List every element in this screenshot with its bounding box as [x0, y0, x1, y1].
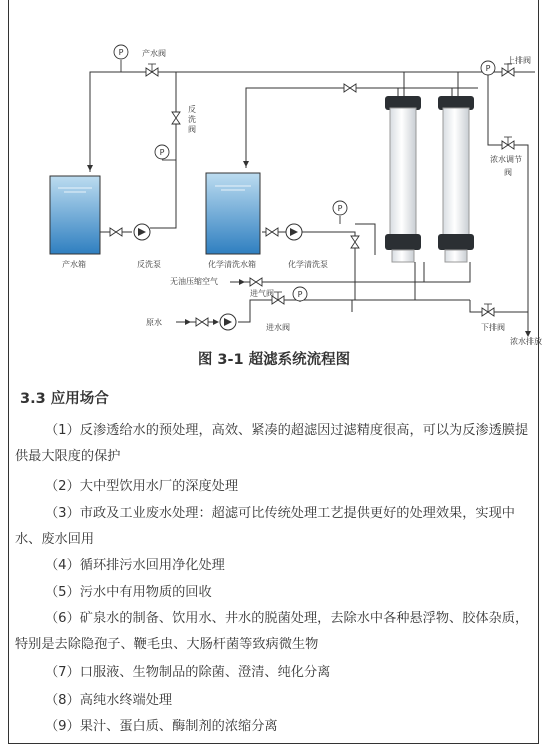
ultrafiltration-flow-diagram — [0, 0, 548, 345]
chem-line-valve — [344, 84, 356, 92]
conc-discharge-label: 浓水排放 — [510, 337, 542, 345]
uf-module-1 — [385, 96, 421, 262]
conc-regulate-label-1: 浓水调节 — [490, 155, 522, 164]
paragraph-5: （5）污水中有用物质的回收 — [45, 585, 212, 600]
tank-outlet-valve — [110, 228, 122, 236]
chem-tank-label: 化学清洗水箱 — [208, 260, 256, 269]
bottom-drain-label: 下排阀 — [481, 323, 505, 332]
chem-pump-label: 化学清洗泵 — [288, 260, 328, 269]
paragraph-4: （4）循环排污水回用净化处理 — [45, 558, 225, 573]
chem-clean-pump — [286, 224, 302, 240]
top-drain-label: 上排阀 — [507, 56, 531, 65]
air-valve-label: 进气阀 — [250, 289, 274, 298]
paragraph-6: （6）矿泉水的制备、饮用水、井水的脱菌处理，去除水中各种悬浮物、胶体杂质，特别是去除隐孢子、鞭毛虫、大肠杆菌等致病微生物 — [15, 611, 529, 652]
backwash-pump-label: 反洗泵 — [137, 260, 161, 269]
gauge-2-label: P — [159, 148, 165, 157]
chem-tank-outlet-valve — [266, 228, 278, 236]
gauge-3-label: P — [337, 204, 343, 213]
backwash-valve-label-1: 反 — [188, 105, 196, 114]
backwash-valve-label-3: 阀 — [188, 125, 196, 134]
raw-water-pump — [220, 314, 236, 330]
section-title: 3.3 应用场合 — [20, 391, 109, 407]
conc-regulate-label-2: 阀 — [504, 168, 512, 177]
paragraph-9: （9）果汁、蛋白质、酶制剂的浓缩分离 — [45, 719, 278, 734]
chemical-clean-tank — [206, 173, 260, 254]
gauge-1-label: P — [118, 48, 124, 57]
paragraph-1: （1）反渗透给水的预处理，高效、紧凑的超滤因过滤精度很高，可以为反渗透膜提供最大限度的保护 — [15, 423, 529, 464]
backwash-pump — [134, 224, 150, 240]
raw-water-label: 原水 — [146, 318, 162, 327]
gauge-5-label: P — [485, 64, 491, 73]
backwash-valve-label-2: 洗 — [188, 115, 196, 124]
product-tank-label: 产水箱 — [62, 260, 86, 269]
paragraph-2: （2）大中型饮用水厂的深度处理 — [45, 479, 239, 494]
paragraph-7: （7）口服液、生物制品的除菌、澄清、纯化分离 — [45, 665, 331, 680]
gauge-4-label: P — [297, 290, 303, 299]
product-valve-label: 产水阀 — [142, 49, 166, 58]
chem-branch-valve — [351, 236, 359, 248]
inlet-valve-label: 进水阀 — [266, 323, 290, 332]
air-check-valve — [250, 278, 262, 286]
oil-free-air-label: 无油压缩空气 — [170, 277, 218, 286]
paragraph-3: （3）市政及工业废水处理：超滤可比传统处理工艺提供更好的处理效果，实现中水、废水回用 — [15, 506, 515, 547]
uf-module-2 — [438, 96, 474, 262]
backwash-valve — [172, 112, 180, 124]
figure-caption: 图 3-1 超滤系统流程图 — [197, 352, 351, 368]
raw-inlet-valve — [196, 318, 208, 326]
paragraph-8: （8）高纯水终端处理 — [45, 693, 173, 708]
product-tank — [50, 176, 100, 254]
